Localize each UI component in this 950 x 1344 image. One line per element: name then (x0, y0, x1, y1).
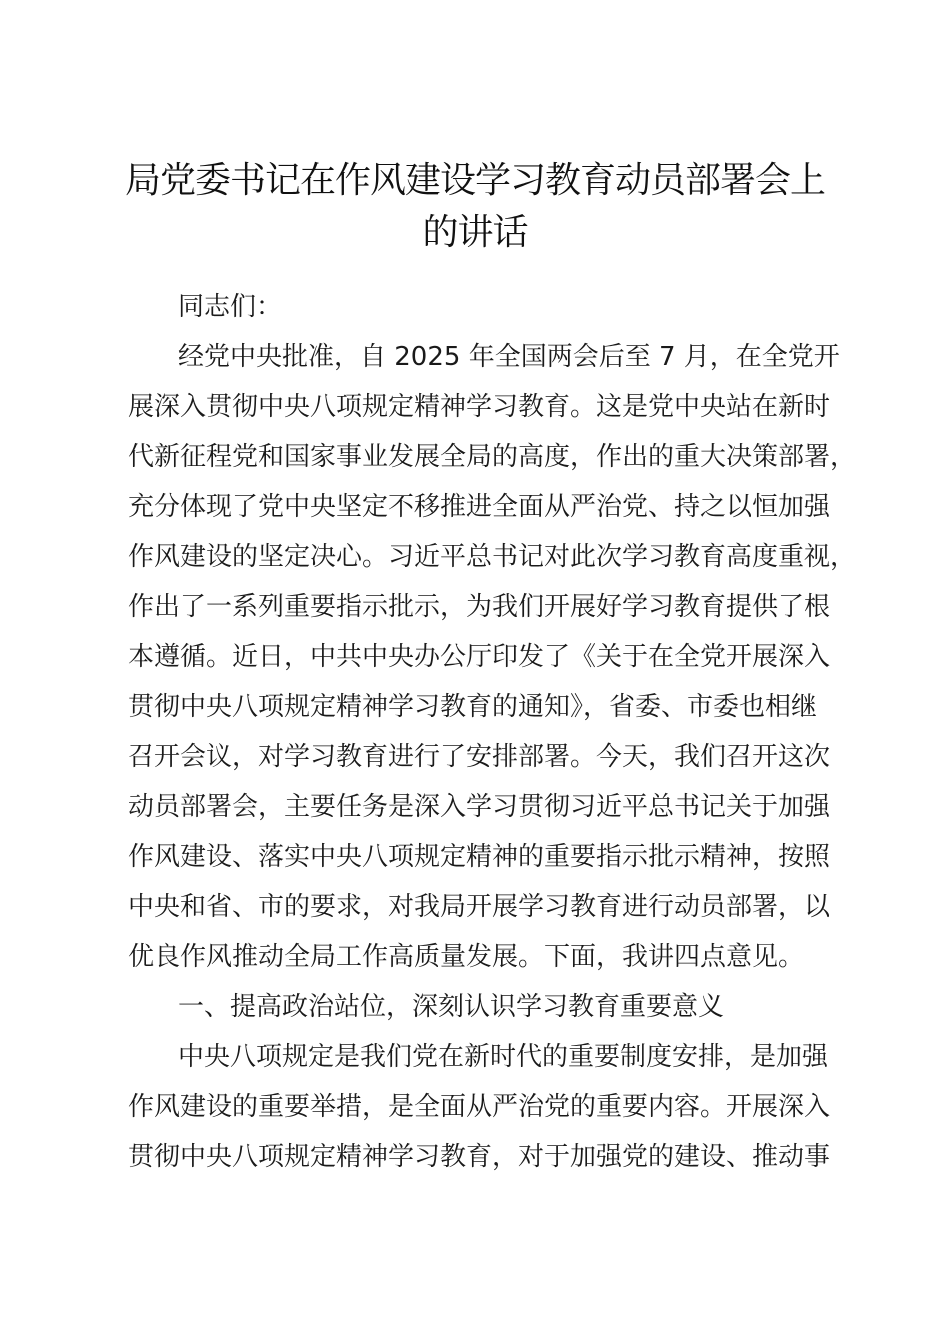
paragraph-1-line: 优良作风推动全局工作高质量发展。下面，我讲四点意见。 (128, 942, 805, 972)
paragraph-1-line: 召开会议，对学习教育进行了安排部署。今天，我们召开这次 (128, 742, 831, 772)
paragraph-1-line: 代新征程党和国家事业发展全局的高度，作出的重大决策部署， (128, 442, 857, 472)
paragraph-1-line: 充分体现了党中央坚定不移推进全面从严治党、持之以恒加强 (128, 492, 831, 522)
title-line-1: 局党委书记在作风建设学习教育动员部署会上 (124, 160, 825, 201)
title-line-2: 的讲话 (422, 212, 528, 253)
salutation: 同志们： (178, 292, 283, 322)
paragraph-1-line: 作出了一系列重要指示批示，为我们开展好学习教育提供了根 (128, 592, 831, 622)
paragraph-1-line: 作风建设的坚定决心。习近平总书记对此次学习教育高度重视， (128, 542, 857, 572)
paragraph-1-line: 作风建设、落实中央八项规定精神的重要指示批示精神，按照 (128, 842, 831, 872)
paragraph-2-line: 中央八项规定是我们党在新时代的重要制度安排，是加强 (178, 1042, 829, 1072)
section-heading-1: 一、提高政治站位，深刻认识学习教育重要意义 (178, 992, 725, 1022)
paragraph-2-line: 作风建设的重要举措，是全面从严治党的重要内容。开展深入 (128, 1092, 831, 1122)
paragraph-1-line: 展深入贯彻中央八项规定精神学习教育。这是党中央站在新时 (128, 392, 831, 422)
paragraph-1-line: 动员部署会，主要任务是深入学习贯彻习近平总书记关于加强 (128, 792, 831, 822)
paragraph-2-line: 贯彻中央八项规定精神学习教育，对于加强党的建设、推动事 (128, 1142, 831, 1172)
document-title (100, 155, 850, 259)
paragraph-1-line: 本遵循。近日，中共中央办公厅印发了《关于在全党开展深入 (128, 642, 831, 672)
paragraph-1-line: 经党中央批准，自 2025 年全国两会后至 7 月，在全党开 (178, 342, 840, 372)
paragraph-1-line: 贯彻中央八项规定精神学习教育的通知》，省委、市委也相继 (128, 692, 818, 722)
paragraph-1-line: 中央和省、市的要求，对我局开展学习教育进行动员部署，以 (128, 892, 831, 922)
